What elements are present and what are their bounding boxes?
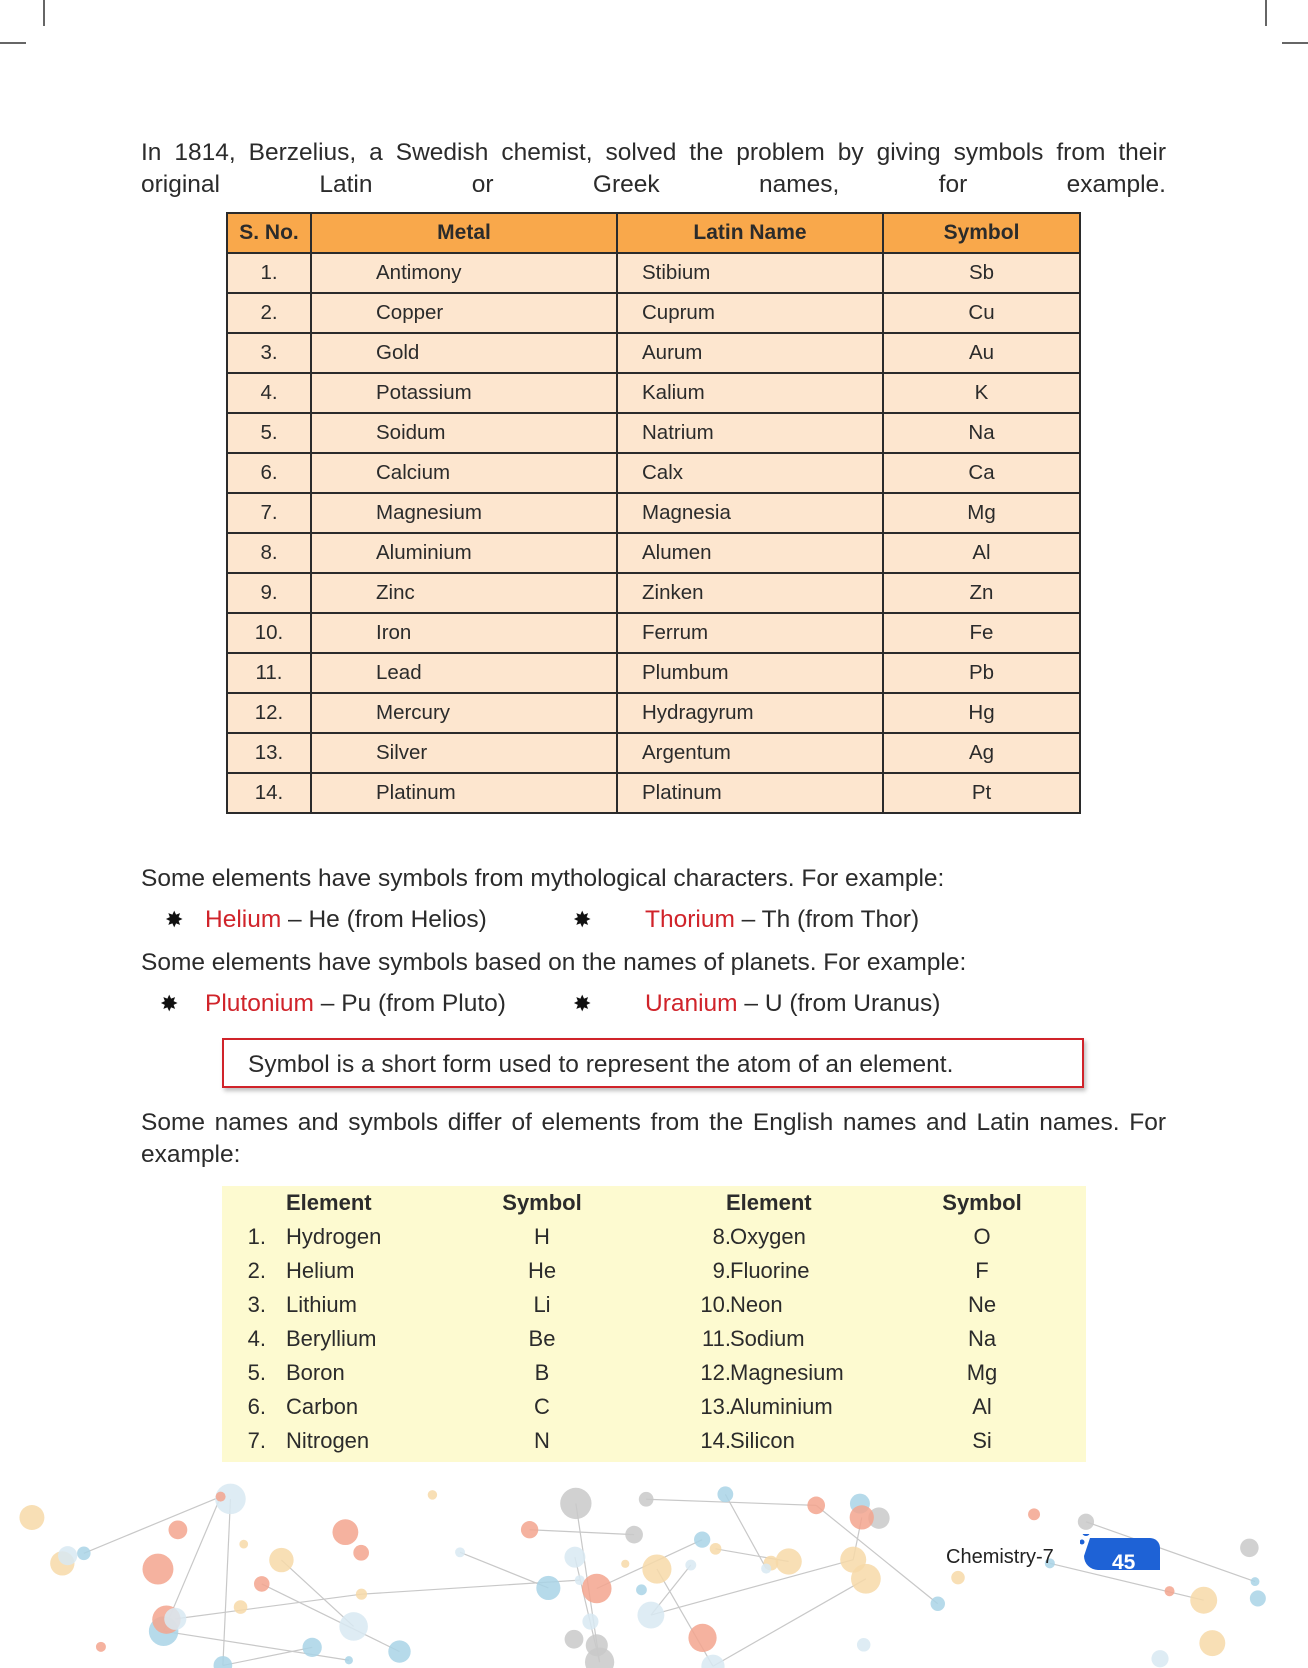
atom-circle [77,1547,91,1561]
crop-mark [43,0,45,26]
atom-circle [428,1490,437,1499]
table-row [227,293,1080,333]
crop-mark [1282,42,1308,44]
cell-sno: 9. [227,573,311,613]
element-name: Boron [286,1360,345,1385]
bond-line [175,1594,361,1619]
list-item [222,1356,1086,1390]
cell-symbol: Na [883,413,1080,453]
table-row [227,573,1080,613]
cell-latin: Platinum [617,773,883,813]
atom-circle [234,1600,248,1614]
element-name: Hydrogen [286,1224,382,1249]
atom-circle [1199,1630,1225,1656]
element-symbol: Na [967,1326,997,1351]
bond-line [262,1584,400,1652]
metals-table [226,212,1081,814]
page-number: 45 [1112,1551,1136,1574]
atom-circle [694,1532,710,1548]
element-number: 13. [700,1394,731,1419]
atom-circle [536,1576,560,1600]
cell-metal: Antimony [311,253,617,293]
atom-circle [521,1521,538,1538]
header-symbol-right: Symbol [942,1190,1022,1215]
cell-metal: Magnesium [311,493,617,533]
cell-sno: 8. [227,533,311,573]
atom-circle [807,1497,825,1515]
atom-circle [582,1574,612,1604]
atom-circle [164,1608,186,1630]
atom-circle [1190,1587,1217,1614]
atom-circle [1250,1590,1266,1606]
atom-circle [269,1548,293,1572]
cell-sno: 4. [227,373,311,413]
atom-circle [168,1520,187,1539]
cell-latin: Magnesia [617,493,883,533]
atom-circle [96,1642,106,1652]
cell-sno: 14. [227,773,311,813]
cell-symbol: Sb [883,253,1080,293]
cell-symbol: Pb [883,653,1080,693]
element-symbol: O [973,1224,991,1249]
atom-circle [1251,1577,1260,1586]
cell-symbol: Zn [883,573,1080,613]
atom-circle [582,1613,598,1629]
atom-circle [303,1638,322,1657]
differ-paragraph: Some names and symbols differ of elements from the English names and Latin names. For example: [141,1109,1166,1168]
cell-metal: Copper [311,293,617,333]
cell-metal: Lead [311,653,617,693]
element-name: Lithium [286,1292,357,1317]
atom-circle [776,1548,802,1574]
atom-circle [642,1554,671,1583]
atom-circle [356,1589,367,1600]
element-symbol: Mg [966,1360,998,1385]
cell-metal: Mercury [311,693,617,733]
cell-sno: 5. [227,413,311,453]
element-name: Silicon [730,1428,795,1453]
element-name: Beryllium [286,1326,377,1351]
myth-paragraph: Some elements have symbols from mythological characters. For example: [141,865,945,892]
atom-circle [560,1488,591,1519]
element-symbol: F [975,1258,989,1283]
element-name: Sodium [730,1326,805,1351]
atom-circle [239,1540,248,1549]
cell-sno: 3. [227,333,311,373]
element-symbol: He [527,1258,557,1283]
header-metal: Metal [311,213,617,253]
cell-latin: Cuprum [617,293,883,333]
element-number: 14. [700,1428,731,1453]
table-row [227,333,1080,373]
cell-latin: Aurum [617,333,883,373]
list-item [222,1288,1086,1322]
cell-sno: 1. [227,253,311,293]
atom-circle [857,1638,871,1652]
atom-circle [710,1543,722,1555]
list-item [222,1424,1086,1458]
table-row [227,773,1080,813]
bullet-star-icon: ✸ [573,991,592,1016]
element-number: 9. [712,1258,731,1283]
element-name: Oxygen [730,1224,806,1249]
list-item [222,1220,1086,1254]
element-name: Aluminium [730,1394,833,1419]
cell-latin: Natrium [617,413,883,453]
atom-circle [717,1486,733,1502]
cell-latin: Ferrum [617,613,883,653]
bond-line [223,1647,312,1665]
atom-circle [58,1546,77,1565]
atom-circle [1165,1586,1175,1596]
cell-latin: Hydragyrum [617,693,883,733]
atom-circle [637,1602,664,1629]
bond-line [725,1494,766,1568]
atom-circle [214,1656,233,1668]
header-sno: S. No. [227,213,311,253]
header-symbol-left: Symbol [502,1190,582,1215]
element-number: 11. [702,1326,731,1351]
element-name: Fluorine [730,1258,810,1283]
element-symbol: Li [533,1292,551,1317]
list-item [222,1390,1086,1424]
bond-line [281,1560,353,1626]
atom-circle [639,1492,654,1507]
cell-sno: 13. [227,733,311,773]
element-symbol: Be [528,1326,556,1351]
planet-item-plutonium: Plutonium – Pu (from Pluto) [205,990,506,1017]
cell-symbol: Mg [883,493,1080,533]
cell-sno: 2. [227,293,311,333]
cell-symbol: K [883,373,1080,413]
cell-metal: Soidum [311,413,617,453]
atom-circle [840,1547,866,1573]
atom-circle [688,1624,716,1652]
element-symbol: H [534,1224,550,1249]
atom-circle [761,1563,771,1573]
crop-mark [0,42,26,44]
bullet-star-icon: ✸ [160,991,179,1016]
cell-symbol: Ag [883,733,1080,773]
header-latin: Latin Name [617,213,883,253]
cell-sno: 12. [227,693,311,733]
planet-item-uranium: Uranium – U (from Uranus) [645,990,941,1017]
table-row [227,453,1080,493]
cell-latin: Alumen [617,533,883,573]
element-symbol: N [534,1428,550,1453]
cell-sno: 7. [227,493,311,533]
table-row [227,533,1080,573]
table-row [227,493,1080,533]
cell-sno: 6. [227,453,311,493]
element-number: 7. [247,1428,266,1453]
element-name: Neon [730,1292,783,1317]
atom-circle [1028,1508,1040,1520]
bullet-star-icon: ✸ [165,907,184,932]
definition-box: Symbol is a short form used to represent the atom of an element. [222,1038,1084,1088]
element-number: 8. [712,1224,731,1249]
cell-metal: Gold [311,333,617,373]
myth-item-helium: Helium – He (from Helios) [205,906,487,933]
element-number: 1. [247,1224,266,1249]
header-symbol: Symbol [883,213,1080,253]
atom-circle [565,1630,584,1649]
bond-line [530,1530,634,1535]
element-number: 3. [247,1292,266,1317]
atom-circle [388,1640,410,1662]
atom-circle [353,1545,369,1561]
cell-metal: Aluminium [311,533,617,573]
element-name: Carbon [286,1394,359,1419]
cell-symbol: Pt [883,773,1080,813]
element-symbol: Si [972,1428,992,1453]
cell-symbol: Au [883,333,1080,373]
atom-circle [345,1656,353,1664]
list-item [222,1254,1086,1288]
table-header-row [227,213,1080,253]
cell-symbol: Cu [883,293,1080,333]
atom-circle [685,1560,696,1571]
element-symbol: Ne [967,1292,997,1317]
atom-circle [1151,1650,1168,1667]
cell-latin: Zinken [617,573,883,613]
atom-circle [332,1519,358,1545]
element-number: 5. [247,1360,266,1385]
atom-circle [19,1505,44,1530]
bond-line [651,1560,853,1615]
planets-paragraph: Some elements have symbols based on the names of planets. For example: [141,949,967,976]
cell-metal: Iron [311,613,617,653]
intro-paragraph: In 1814, Berzelius, a Swedish chemist, solved the problem by giving symbols from their original Latin or Greek names, for example. [141,139,1166,198]
header-element-left: Element [286,1190,372,1215]
atom-circle [142,1554,173,1585]
atom-circle [564,1547,585,1568]
cell-metal: Calcium [311,453,617,493]
cell-latin: Kalium [617,373,883,413]
table-row [227,613,1080,653]
cell-symbol: Al [883,533,1080,573]
cell-latin: Stibium [617,253,883,293]
element-symbol: Al [972,1394,992,1419]
cell-latin: Plumbum [617,653,883,693]
atom-circle [1078,1514,1094,1530]
atom-circle [625,1526,643,1544]
table-row [227,733,1080,773]
atom-circle [621,1560,629,1568]
bullet-star-icon: ✸ [573,907,592,932]
atom-circle [1240,1539,1259,1558]
elements-table [222,1186,1086,1462]
crop-mark [1265,0,1267,26]
element-symbol: C [534,1394,550,1419]
table-row [227,253,1080,293]
atom-circle [636,1584,647,1595]
atom-circle [951,1571,965,1585]
cell-latin: Calx [617,453,883,493]
cell-sno: 11. [227,653,311,693]
cell-metal: Platinum [311,773,617,813]
element-name: Magnesium [730,1360,844,1385]
element-number: 10. [700,1292,731,1317]
cell-sno: 10. [227,613,311,653]
atom-circle [254,1576,270,1592]
cell-metal: Zinc [311,573,617,613]
cell-latin: Argentum [617,733,883,773]
cell-symbol: Ca [883,453,1080,493]
element-symbol: B [534,1360,550,1385]
element-name: Nitrogen [286,1428,370,1453]
element-number: 6. [247,1394,266,1419]
cell-metal: Silver [311,733,617,773]
element-number: 12. [700,1360,731,1385]
cell-symbol: Hg [883,693,1080,733]
atom-circle [931,1597,945,1611]
list-item [222,1322,1086,1356]
header-element-right: Element [726,1190,812,1215]
cell-symbol: Fe [883,613,1080,653]
element-number: 2. [247,1258,266,1283]
table-row [227,653,1080,693]
table-row [227,373,1080,413]
element-number: 4. [247,1326,266,1351]
atom-circle [850,1505,874,1529]
myth-item-thorium: Thorium – Th (from Thor) [645,906,920,933]
table-row [227,693,1080,733]
atom-circle [701,1655,724,1668]
atom-circle [339,1612,368,1641]
elements-header-row [222,1186,1086,1220]
element-name: Helium [286,1258,355,1283]
table-row [227,413,1080,453]
cell-metal: Potassium [311,373,617,413]
atom-circle [455,1547,465,1557]
atom-circle [216,1492,226,1502]
book-title: Chemistry-7 [946,1546,1054,1568]
